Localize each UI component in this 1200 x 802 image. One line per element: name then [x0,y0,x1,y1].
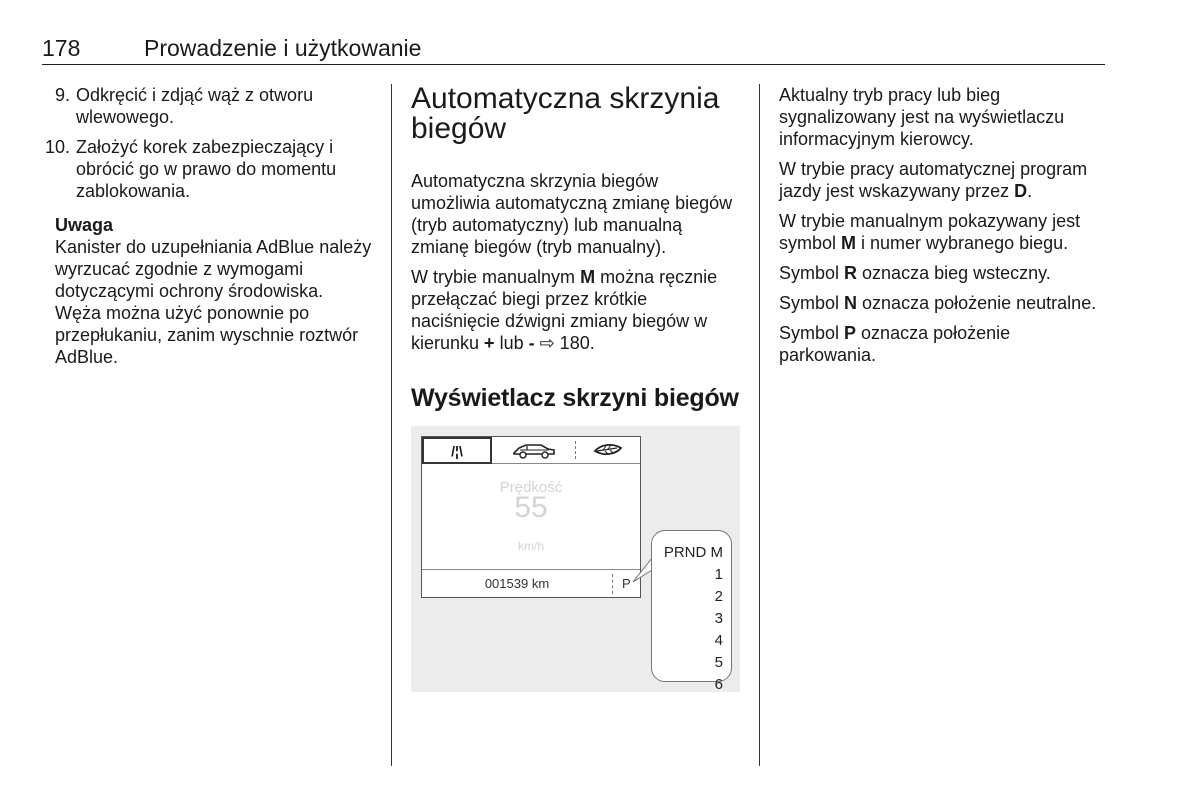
header-rule [42,64,1105,65]
gear-list [652,542,723,696]
note-title: Uwaga [55,215,114,235]
text-run: Symbol [779,263,845,283]
symbol-n: N [844,293,858,313]
gear-number: 6 [714,676,723,693]
step-text: Założyć korek zabezpieczający i obrócić go w prawo do momentu zablokowania. [76,137,337,201]
page-header [42,34,1105,66]
step-text: Odkręcić i zdjąć wąż z otworu wlewowego. [76,85,314,127]
page-reference: ⇨ 180. [534,333,595,353]
text-run: oznacza bieg wsteczny. [857,263,1051,283]
paragraph [779,158,1109,202]
gear-line-prndm: PRND M 1 [663,544,723,583]
symbol-minus: - [528,333,535,353]
text-run: i numer wybranego biegu. [856,233,1069,253]
paragraph [779,292,1109,314]
column-right [779,84,1109,374]
speed-value: 55 [514,491,548,524]
display-bottom-bar [422,569,640,598]
column-middle [411,84,741,692]
display-tab-bar [422,437,640,464]
gear-number: 5 [714,654,723,671]
speed-label: Prędkość [499,479,563,496]
step-number: 9. [54,85,70,105]
column-divider-right [759,84,760,766]
text-run: W trybie manualnym pokazywany jest symbol [779,211,1081,253]
gear-number: 3 [714,610,723,627]
paragraph [779,210,1109,254]
running-title: Prowadzenie i użytkowanie [144,35,422,61]
text-run: lub [494,333,529,353]
driver-info-display [421,436,641,598]
step-item [42,84,372,128]
text-run: Symbol [779,323,845,343]
gear-number: 4 [714,632,723,649]
text-run: Symbol [779,293,845,313]
gear-indicator: P [622,576,631,591]
gear-display-figure [411,426,740,692]
intro-paragraph: Automatyczna skrzynia biegów umożliwia automatyczną zmianę biegów (tryb automatyczny) lub manualną zmianę biegów (tryb manualny). [411,171,733,257]
symbol-plus: + [484,333,495,353]
text-run: oznacza położenie neutralne. [857,293,1097,313]
paragraph [779,322,1109,366]
note-text: Kanister do uzupełniania AdBlue należy wyrzucać zgodnie z wymogami dotyczącymi ochrony środowiska. Węża można użyć ponownie po przepłukaniu, zanim wyschnie roztwór AdBlue. [55,237,372,367]
text-run: oznacza położenie parkowania. [779,323,1011,365]
car-icon [494,437,574,463]
gear-number: 2 [714,588,723,605]
section-heading: Automatyczna skrzynia biegów [411,82,720,145]
speed-unit: km/h [517,539,544,553]
symbol-m: M [580,267,596,287]
manual-mode-paragraph [411,266,741,354]
step-number: 10. [44,137,70,157]
text-run: można ręcznie przełączać biegi przez krótkie naciśnięcie dźwigni zmiany biegów w kierunku [411,267,718,353]
leaf-icon [576,437,640,463]
road-icon: /¦\ [422,437,492,464]
paragraph: Aktualny tryb pracy lub bieg sygnalizowany jest na wyświetlaczu informacyjnym kierowcy. [779,85,1065,149]
text-run: W trybie pracy automatycznej program jazdy jest wskazywany przez [779,159,1088,201]
column-divider-left [391,84,392,766]
symbol-r: R [844,263,858,283]
paragraph [779,262,1109,284]
symbol-d: D [1014,181,1028,201]
gear-callout-bubble [651,530,732,693]
text-run: . [1027,181,1033,201]
symbol-p: P [844,323,857,343]
page-number: 178 [42,35,81,61]
column-left [42,84,372,368]
text-run: W trybie manualnym [411,267,581,287]
bottom-separator [612,574,613,594]
symbol-m: M [841,233,857,253]
step-item [42,136,372,202]
odometer: 001539 km [484,576,550,591]
note-box [55,214,372,368]
subsection-heading: Wyświetlacz skrzyni biegów [411,384,739,412]
